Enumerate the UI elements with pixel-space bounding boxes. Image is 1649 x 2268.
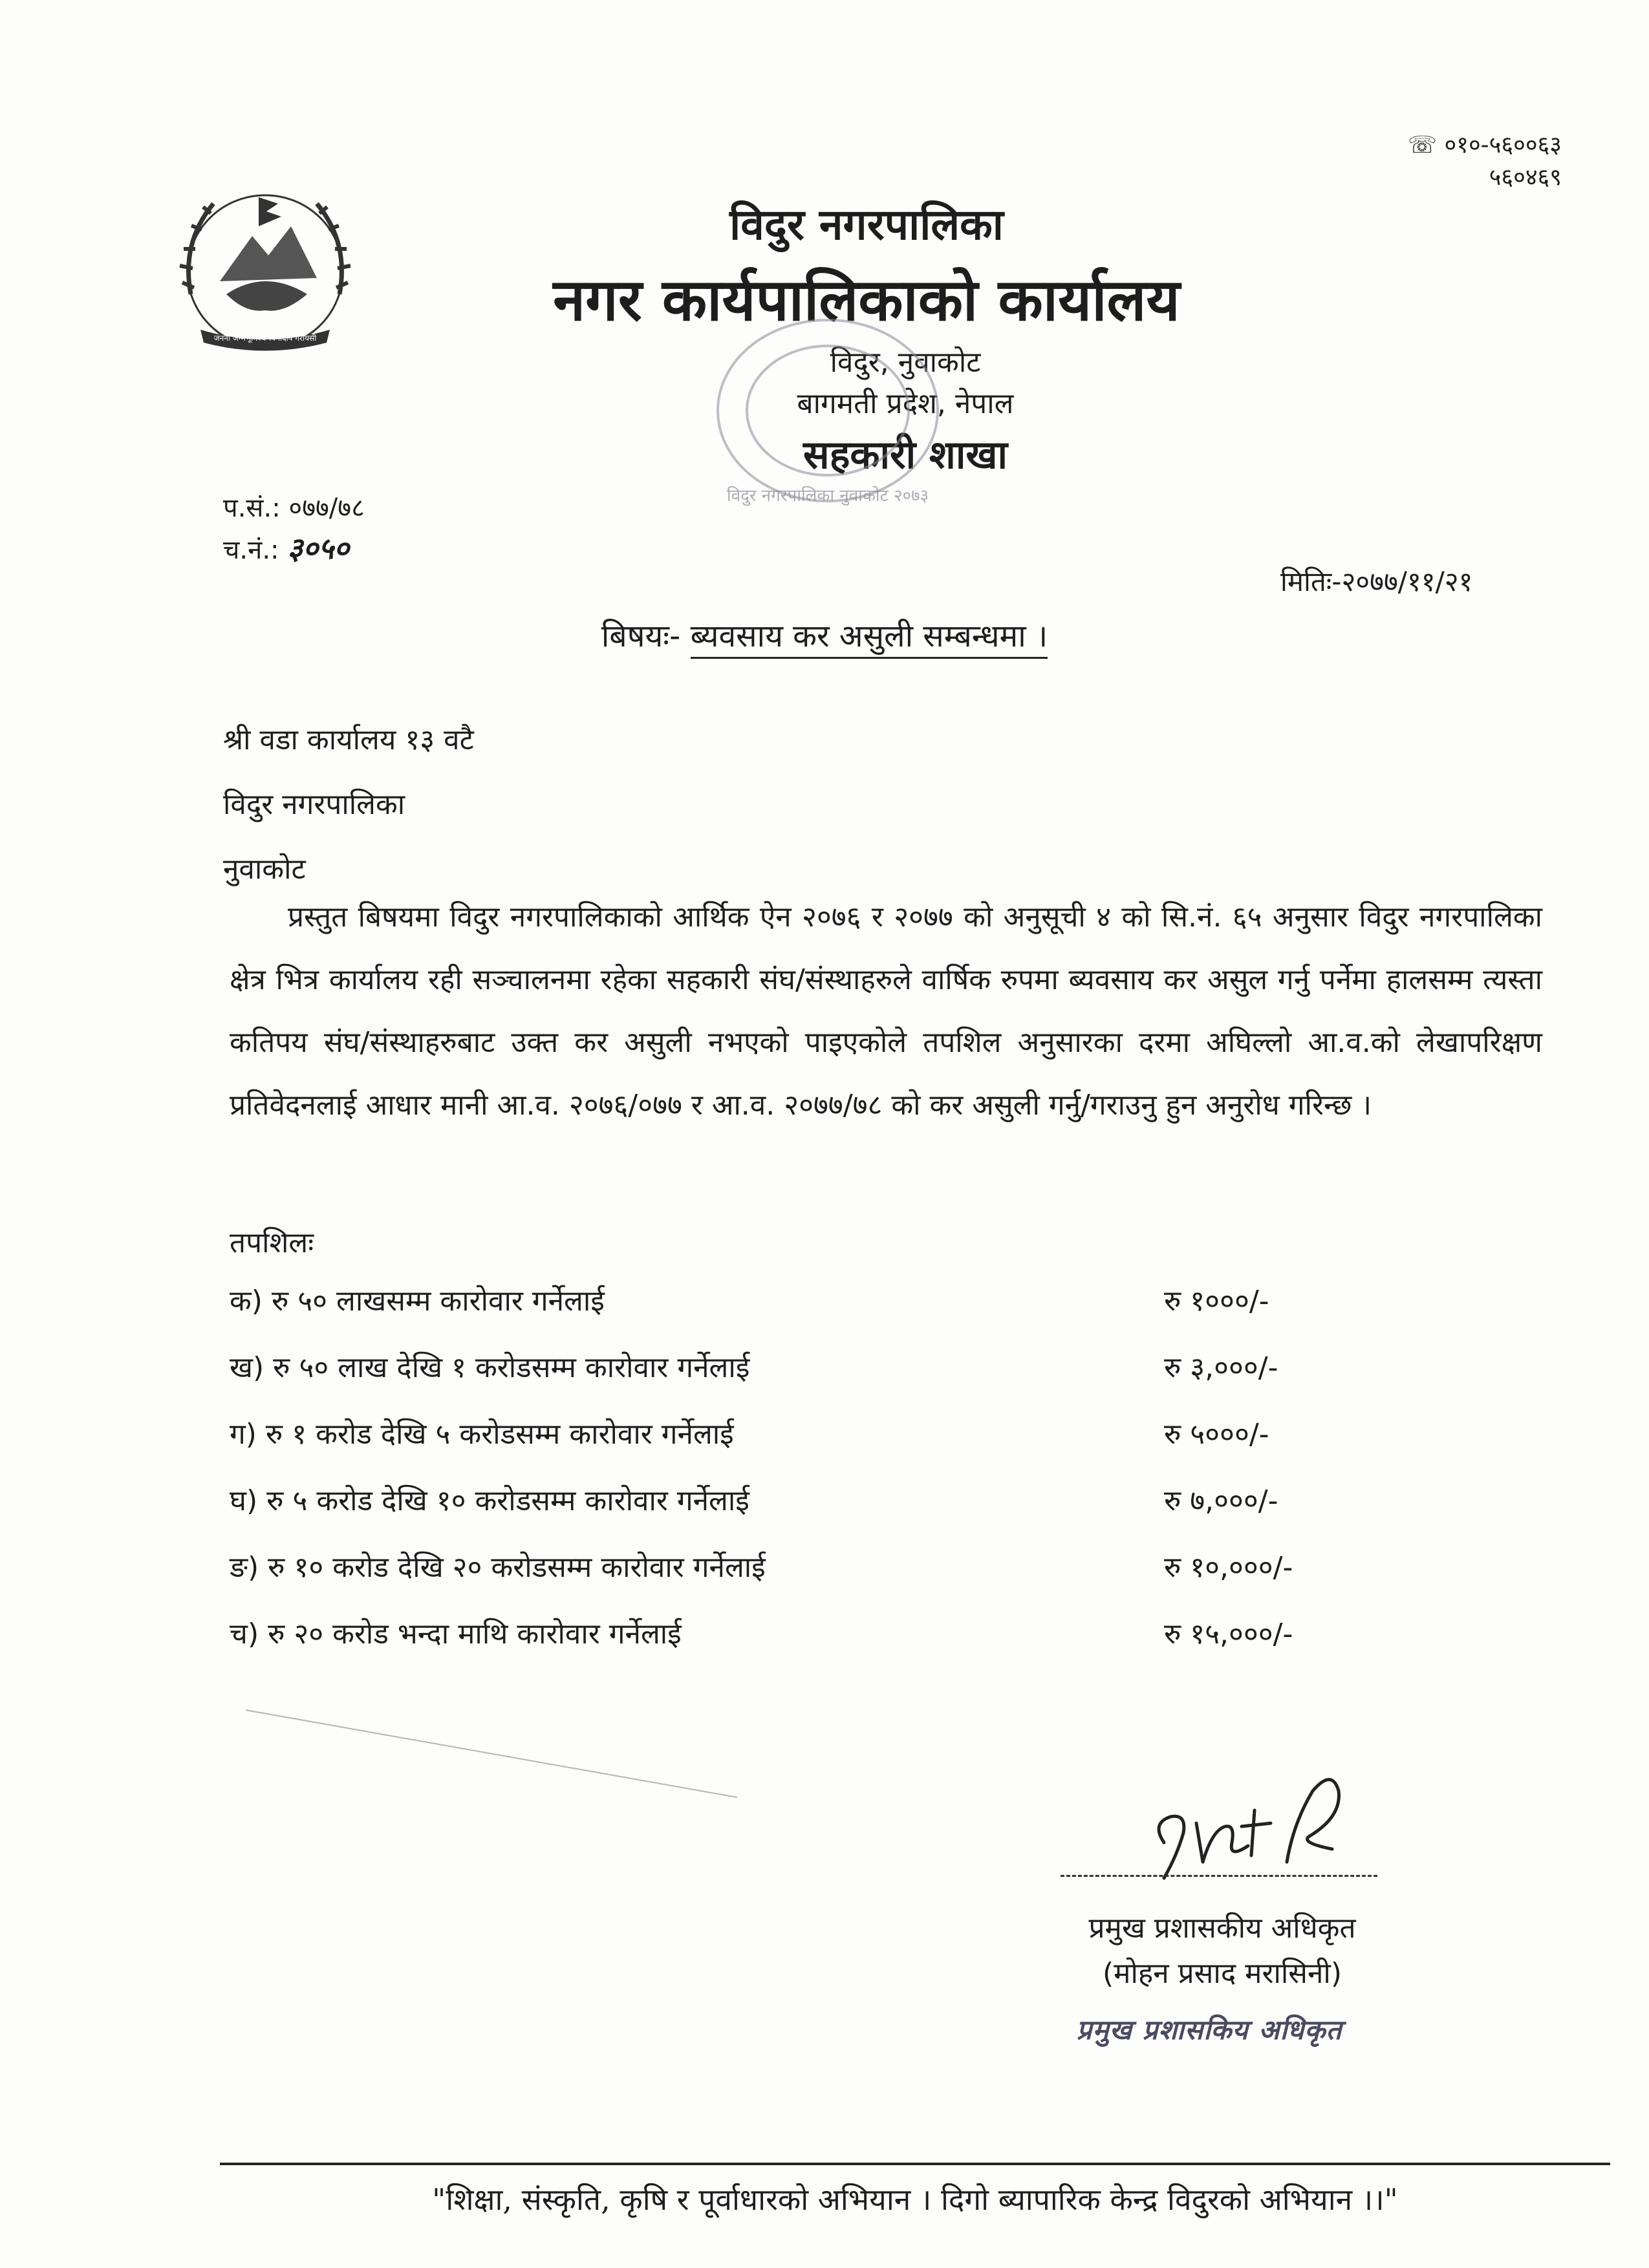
phone-number-2: ५६०४६९ (1489, 164, 1562, 191)
footer-slogan: "शिक्षा, संस्कृति, कृषि र पूर्वाधारको अभियान । दिगो ब्यापारिक केन्द्र विदुरको अभियान ।।" (432, 2182, 1398, 2217)
office-name: नगर कार्यपालिकाको कार्यालय (553, 266, 1180, 334)
addressee-line: विदुर नगरपालिका (223, 788, 405, 821)
cn-value: ३०५० (287, 531, 349, 566)
fee-label: क) रु ५० लाखसम्म कारोवार गर्नेलाई (230, 1285, 605, 1318)
fee-label: ङ) रु १० करोड देखि २० करोडसम्म कारोवार गर्नेलाई (230, 1551, 766, 1584)
subject-text: ब्यवसाय कर असुली सम्बन्धमा । (691, 618, 1048, 659)
letter-body: प्रस्तुत बिषयमा विदुर नगरपालिकाको आर्थिक ऐन २०७६ र २०७७ को अनुसूची ४ को सि.नं. ६५ अनुसार विदुर नगरपालिका क्षेत्र भित्र कार्यालय रही सञ्चालनमा रहेका सहकारी संघ/संस्थाहरुले वार्षिक रुपमा ब्यवसाय कर असुल गर्नु पर्नेमा हालसम्म त्यस्ता कतिपय संघ/संस्थाहरुबाट उक्त कर असुली नभएको पाइएकोले तपशिल अनुसारका दरमा अघिल्लो आ.व.को लेखापरिक्षण प्रतिवेदनलाई आधार मानी आ.व. २०७६/०७७ र आ.व. २०७७/७८ को कर असुली गर्नु/गराउनु हुन अनुरोध गरिन्छ । (230, 901, 1542, 1122)
ps-value: ०७७/७८ (288, 493, 365, 523)
addressee-line: नुवाकोट (223, 853, 306, 886)
addressee-line: श्री वडा कार्यालय १३ वटै (223, 723, 474, 756)
signatory-seal: प्रमुख प्रशासकिय अधिकृत (1076, 2014, 1342, 2046)
subject-line (0, 614, 1649, 656)
fee-amount: रु ७,०००/- (1164, 1484, 1278, 1517)
fee-label: ग) रु १ करोड देखि ५ करोडसम्म कारोवार गर्नेलाई (230, 1418, 734, 1451)
signatory-title: प्रमुख प्रशासकीय अधिकृत (1088, 1912, 1356, 1945)
fee-row (230, 1613, 1394, 1678)
signatory-name: (मोहन प्रसाद मरासिनी) (1103, 1957, 1342, 1990)
fee-row (230, 1413, 1394, 1478)
section-name: सहकारी शाखा (803, 433, 1008, 478)
municipality-name: विदुर नगरपालिका (729, 199, 1004, 250)
subject-label: बिषयः- (601, 618, 681, 654)
addressee-block (223, 708, 474, 902)
reference-block (223, 488, 365, 570)
fee-amount: रु १०००/- (1164, 1285, 1269, 1318)
ps-label: प.सं.: (223, 493, 281, 523)
fee-amount: रु ३,०००/- (1164, 1351, 1278, 1384)
letter-date: मितिः-२०७७/११/२१ (1280, 566, 1473, 597)
fee-label: घ) रु ५ करोड देखि १० करोडसम्म कारोवार गर्नेलाई (230, 1484, 749, 1517)
fee-row (230, 1480, 1394, 1545)
details-label: तपशिलः (230, 1226, 314, 1259)
fee-row (230, 1347, 1394, 1411)
address-line-1: विदुर, नुवाकोट (830, 346, 981, 379)
fee-row (230, 1280, 1394, 1345)
emblem-motto: जननी जन्मभूमिश्च स्वर्गादपि गरीयसी (213, 334, 317, 343)
fee-label: ख) रु ५० लाख देखि १ करोडसम्म कारोवार गर्नेलाई (230, 1351, 750, 1384)
fee-amount: रु ५०००/- (1164, 1418, 1269, 1451)
signature-icon (1138, 1765, 1384, 1888)
fee-amount: रु १०,०००/- (1164, 1551, 1293, 1584)
office-stamp-icon (705, 304, 951, 517)
cn-label: च.नं.: (223, 535, 279, 565)
signature-line (1061, 1875, 1377, 1877)
fee-amount: रु १५,०००/- (1164, 1618, 1293, 1651)
phone-number-1: ०१०-५६००६३ (1444, 132, 1562, 158)
phone-block (1355, 129, 1562, 194)
telephone-icon: ☏ (1408, 132, 1445, 158)
footer-rule (220, 2163, 1610, 2165)
stray-line (246, 1691, 737, 1801)
fee-row (230, 1546, 1394, 1611)
stamp-text: विदुर नगरपालिका नुवाकोट २०७३ (726, 486, 929, 506)
address-line-2: बागमती प्रदेश, नेपाल (797, 387, 1014, 420)
fee-label: च) रु २० करोड भन्दा माथि कारोवार गर्नेलाई (230, 1618, 682, 1651)
